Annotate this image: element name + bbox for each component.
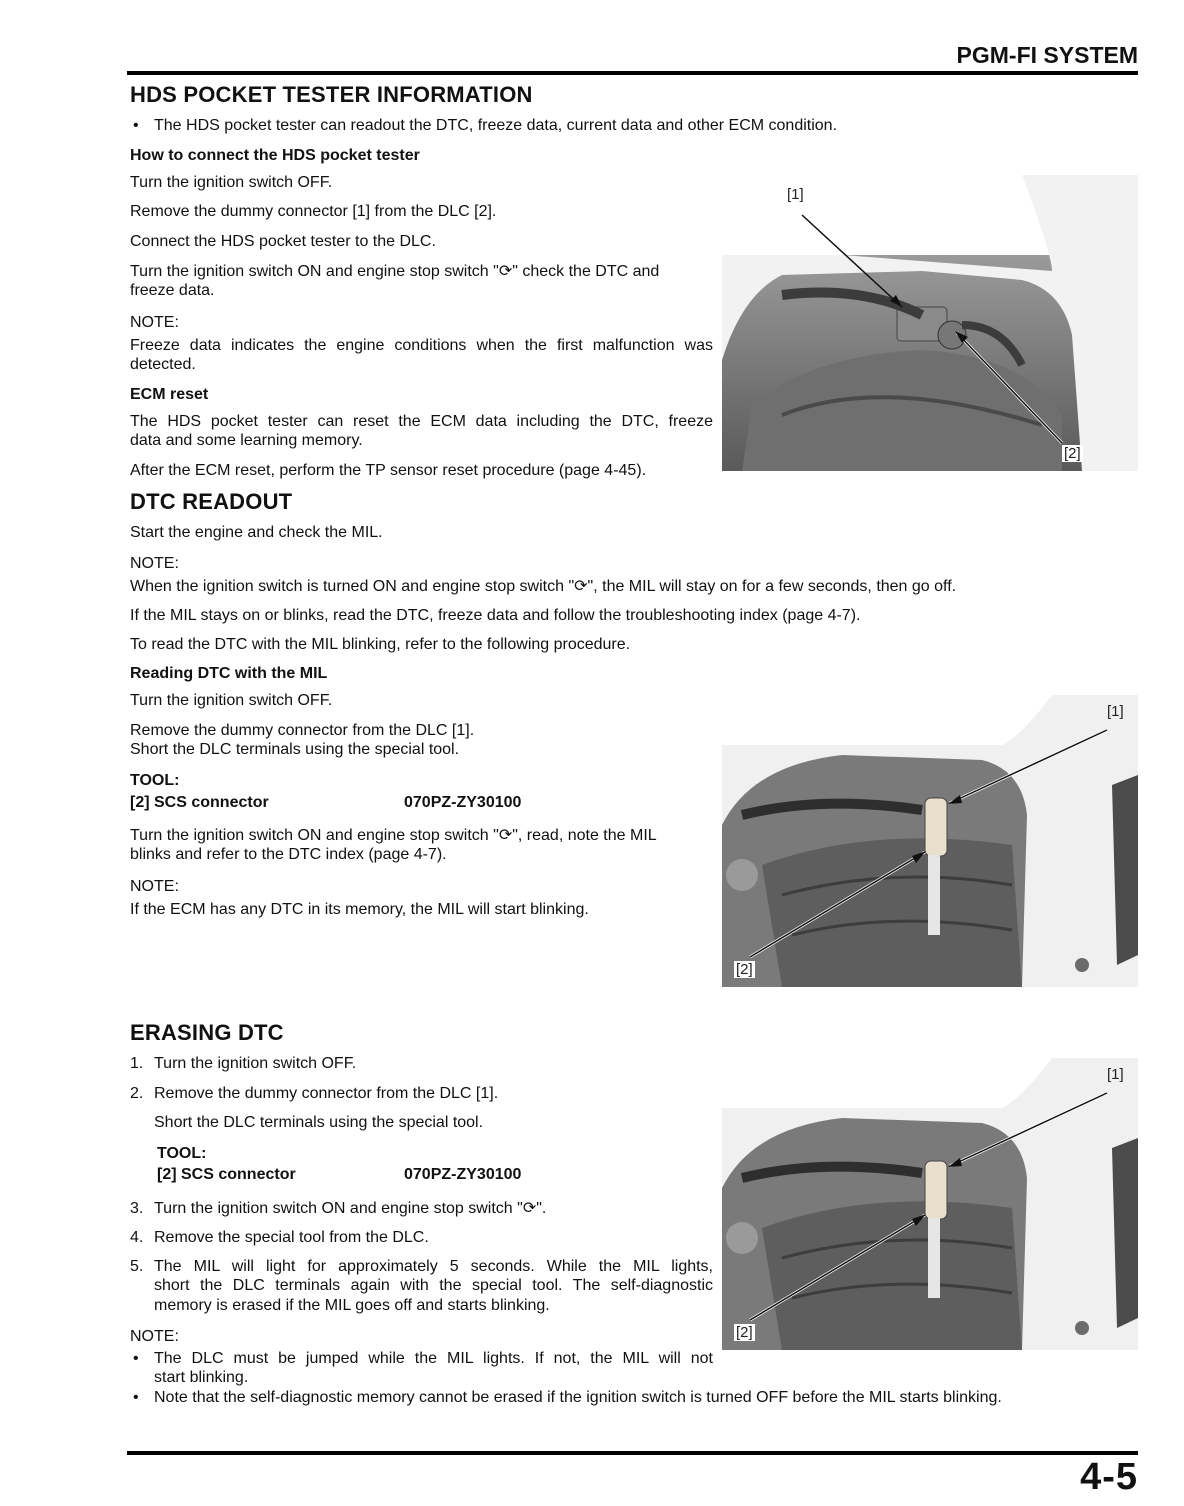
- erase-bullet-1b: start blinking.: [154, 1369, 249, 1386]
- erase-step-5b: short the DLC terminals again with the special tool. The self-diagnostic: [154, 1277, 713, 1294]
- readout-title: DTC READOUT: [130, 489, 293, 514]
- readout-note2-label: NOTE:: [130, 878, 179, 895]
- readout-p2: [130, 577, 956, 597]
- hds-note-label: NOTE:: [130, 314, 179, 331]
- engine-run-icon: ⟳: [498, 263, 513, 280]
- erase-step-5c: memory is erased if the MIL goes off and starts blinking.: [154, 1297, 550, 1314]
- erase-step-1-num: 1.: [130, 1055, 144, 1072]
- engine-run-icon: ⟳: [574, 578, 588, 595]
- erase-step-1: Turn the ignition switch OFF.: [154, 1055, 357, 1072]
- readout-tool-label: TOOL:: [130, 772, 180, 789]
- erase-step-2b: Short the DLC terminals using the special tool.: [154, 1114, 484, 1131]
- hds-step-4-a: Turn the ignition switch ON and engine stop switch ": [130, 263, 499, 280]
- readout-s3-c: blinks and refer to the DTC index (page 4-7).: [130, 846, 447, 863]
- readout-tool-name: [2] SCS connector: [130, 794, 269, 811]
- hds-bullet-marker: •: [133, 117, 139, 134]
- readout-s3-a: Turn the ignition switch ON and engine stop switch ": [130, 827, 499, 844]
- readout-s1: Turn the ignition switch OFF.: [130, 692, 333, 709]
- readout-p2-a: When the ignition switch is turned ON and engine stop switch ": [130, 578, 575, 595]
- erase-note-label: NOTE:: [130, 1328, 179, 1345]
- hds-step-4-b: " check the DTC and: [512, 263, 660, 280]
- photo-erase-dtc: [722, 1058, 1138, 1350]
- erase-step-3-num: 3.: [130, 1200, 144, 1217]
- hds-step-3: Connect the HDS pocket tester to the DLC.: [130, 233, 436, 250]
- readout-s4: If the ECM has any DTC in its memory, the MIL will start blinking.: [130, 901, 589, 918]
- engine-run-icon: ⟳: [522, 1200, 537, 1217]
- erase-step-3: [154, 1199, 546, 1219]
- photo3-label-1: [1]: [1107, 1066, 1124, 1083]
- erase-title: ERASING DTC: [130, 1020, 284, 1045]
- readout-s3: [130, 826, 713, 846]
- erase-step-3-a: Turn the ignition switch ON and engine stop switch ": [154, 1200, 523, 1217]
- ecm-text-1: The HDS pocket tester can reset the ECM data including the DTC, freeze: [130, 413, 713, 430]
- erase-tool-name: [2] SCS connector: [157, 1166, 296, 1183]
- erase-step-2-num: 2.: [130, 1085, 144, 1102]
- connect-subtitle: How to connect the HDS pocket tester: [130, 147, 420, 164]
- erase-bullet-2-marker: •: [133, 1389, 139, 1406]
- hds-note-text-1: Freeze data indicates the engine conditions when the first malfunction was: [130, 337, 713, 354]
- hds-step-4-c: freeze data.: [130, 282, 215, 299]
- erase-tool-code: 070PZ-ZY30100: [404, 1166, 522, 1183]
- erase-bullet-2: Note that the self-diagnostic memory cannot be erased if the ignition switch is turned OFF before the MIL starts blinking.: [154, 1389, 1002, 1406]
- erase-bullet-1-marker: •: [133, 1350, 139, 1367]
- readout-s2a: Remove the dummy connector from the DLC [1].: [130, 722, 475, 739]
- readout-s2b: Short the DLC terminals using the special tool.: [130, 741, 460, 758]
- erase-step-5: The MIL will light for approximately 5 seconds. While the MIL lights,: [154, 1258, 713, 1275]
- photo2-label-1: [1]: [1107, 703, 1124, 720]
- hds-step-4: [130, 262, 713, 282]
- erase-step-3-b: ".: [536, 1200, 547, 1217]
- readout-p3: If the MIL stays on or blinks, read the DTC, freeze data and follow the troubleshooting index (page 4-7).: [130, 607, 861, 624]
- bottom-rule: [127, 1451, 1138, 1455]
- readout-note-label: NOTE:: [130, 555, 179, 572]
- erase-step-4: Remove the special tool from the DLC.: [154, 1229, 429, 1246]
- photo1-label-2: [2]: [1064, 445, 1081, 462]
- photo1-label-1: [1]: [787, 186, 804, 203]
- readout-p2-b: ", the MIL will stay on for a few seconds, then go off.: [587, 578, 957, 595]
- hds-step-2: Remove the dummy connector [1] from the DLC [2].: [130, 203, 497, 220]
- erase-step-2: Remove the dummy connector from the DLC [1].: [154, 1085, 499, 1102]
- photo2-label-2: [2]: [736, 961, 753, 978]
- erase-tool-label: TOOL:: [157, 1145, 207, 1162]
- reading-dtc-subtitle: Reading DTC with the MIL: [130, 665, 328, 682]
- readout-p1: Start the engine and check the MIL.: [130, 524, 383, 541]
- hds-title: HDS POCKET TESTER INFORMATION: [130, 82, 533, 107]
- erase-bullet-1: The DLC must be jumped while the MIL lights. If not, the MIL will not: [154, 1350, 713, 1367]
- ecm-text-3: After the ECM reset, perform the TP sensor reset procedure (page 4-45).: [130, 462, 647, 479]
- hds-note-text-2: detected.: [130, 356, 196, 373]
- photo-scs-connector: [722, 695, 1138, 987]
- top-rule: [127, 71, 1138, 75]
- photo3-label-2: [2]: [736, 1324, 753, 1341]
- readout-p4: To read the DTC with the MIL blinking, refer to the following procedure.: [130, 636, 631, 653]
- hds-step-1: Turn the ignition switch OFF.: [130, 174, 333, 191]
- photo-dlc-connector: [722, 175, 1138, 471]
- page-number: 4-5: [1080, 1456, 1138, 1498]
- ecm-reset-subtitle: ECM reset: [130, 386, 209, 403]
- readout-tool-code: 070PZ-ZY30100: [404, 794, 522, 811]
- erase-step-4-num: 4.: [130, 1229, 144, 1246]
- erase-step-5-num: 5.: [130, 1258, 144, 1275]
- readout-s3-b: ", read, note the MIL: [512, 827, 657, 844]
- hds-bullet-text: The HDS pocket tester can readout the DTC, freeze data, current data and other ECM condition.: [154, 117, 838, 134]
- section-header: PGM-FI SYSTEM: [956, 42, 1138, 68]
- ecm-text-2: data and some learning memory.: [130, 432, 363, 449]
- engine-run-icon: ⟳: [498, 827, 513, 844]
